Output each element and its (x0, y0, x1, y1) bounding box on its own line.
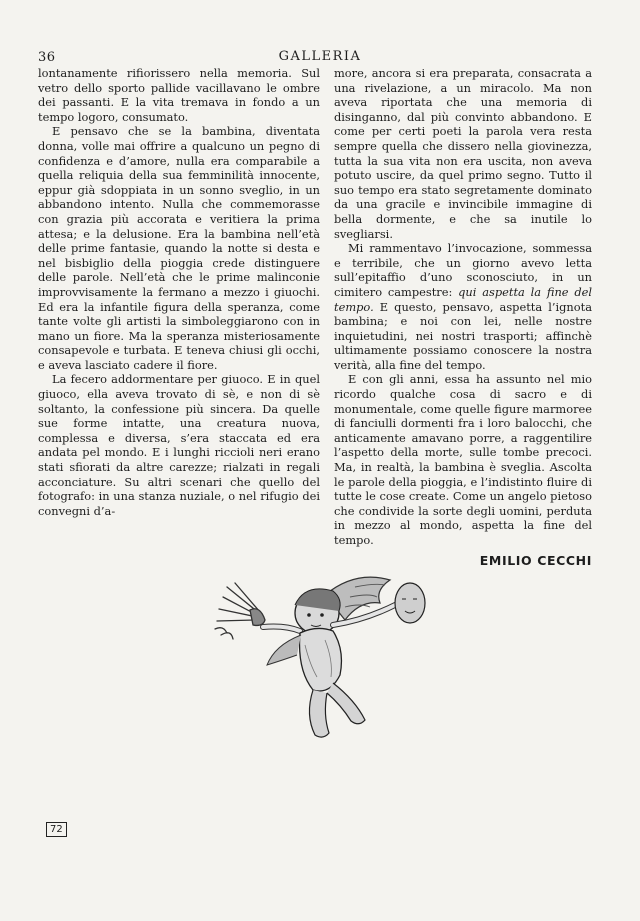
paragraph: La fecero addormentare per giuoco. E in quel giuoco, ella aveva trovato di sè, e non di sè soltanto, la confessione più sincera. Da quelle sue forme intatte, una creatura nuova, complessa e diversa, s’era staccata ed era andata pel mondo. E i lunghi riccioli neri erano stati sfiorati da altre carezze; rialzati in regali acconciature. Su altri scenari che quello del fotografo: in una stanza nuziale, o nel rifugio dei convegni d’a- (38, 372, 320, 518)
epitaph-quote: qui aspetta la fine del tempo. (334, 284, 593, 314)
paragraph (334, 241, 592, 372)
folio-number: 72 (46, 822, 67, 837)
paragraph-text: Mi rammentavo l’invocazione, sommessa e terribile, che un giorno avevo letta sull’epitaffio d’uno sconosciuto, in un cimitero campestre: (334, 241, 592, 299)
left-column (38, 66, 320, 518)
paragraph: E con gli anni, essa ha assunto nel mio ricordo qualche cosa di sacro e di monumentale, come quelle figure marmoree di fanciulli dormenti fra i loro balocchi, che anticamente amavano porre, a raggentilire l’aspetto della morte, sulle tombe precoci. Ma, in realtà, la bambina è sveglia. Ascolta le parole della pioggia, e l’indistinto fluire di tutte le cose create. Come un angelo pietoso che condivide la sorte degli uomini, perduta in mezzo al mondo, aspetta la fine del tempo. (334, 372, 592, 547)
cherub-illustration (205, 565, 445, 750)
page-number: 36 (38, 50, 56, 65)
paragraph: E pensavo che se la bambina, diventata donna, volle mai offrire a qualcuno un pegno di confidenza e d’amore, nulla era comparabile a quella reliquia della sua femminilità innocente, eppur già sdoppiata in un sonno sveglio, in un abbandono intento. Nulla che commemorasse con grazia più accorata e veritiera la prima attesa; e la delusione. Era la bambina nell’età delle prime fantasie, quando la notte si desta e nel bisbiglio della pioggia crede distinguere delle parole. Nell’età che le prime malinconie improvvisamente la fermano a mezzo i giuochi. Ed era la infantile figura della speranza, come tante volte gli artisti la simboleggiarono con in mano un fiore. Ma la speranza misteriosamente consapevole e turbata. E teneva chiusi gli occhi, e aveva lasciato cadere il fiore. (38, 124, 320, 372)
paragraph: lontanamente rifiorissero nella memoria. Sul vetro dello sporto pallide vacillavano le ombre dei passanti. E la vita tremava in fondo a un tempo logoro, consumato. (38, 66, 320, 124)
running-title: GALLERIA (278, 49, 362, 64)
author-signature: EMILIO CECCHI (479, 552, 592, 568)
right-column (334, 66, 592, 568)
paragraph: more, ancora si era preparata, consacrata a una rivelazione, a un miracolo. Ma non aveva riportata che una memoria di disinganno, dal più convinto abbandono. E come per certi poeti la parola vera resta sempre quella che dissero nella giovinezza, tutta la sua vita non era uscita, non aveva potuto uscire, da quel primo segno. Tutto il suo tempo era stato segretamente dominato da una gracile e invincibile immagine di bella dormente, e che sa inutile lo svegliarsi. (334, 66, 592, 241)
paragraph-text: E questo, pensavo, aspetta l’ignota bambina; e noi con lei, nelle nostre inquietudini, nei nostri trasporti; affinchè ultimamente possiamo conoscere la nostra verità, alla fine del tempo. (334, 299, 592, 372)
